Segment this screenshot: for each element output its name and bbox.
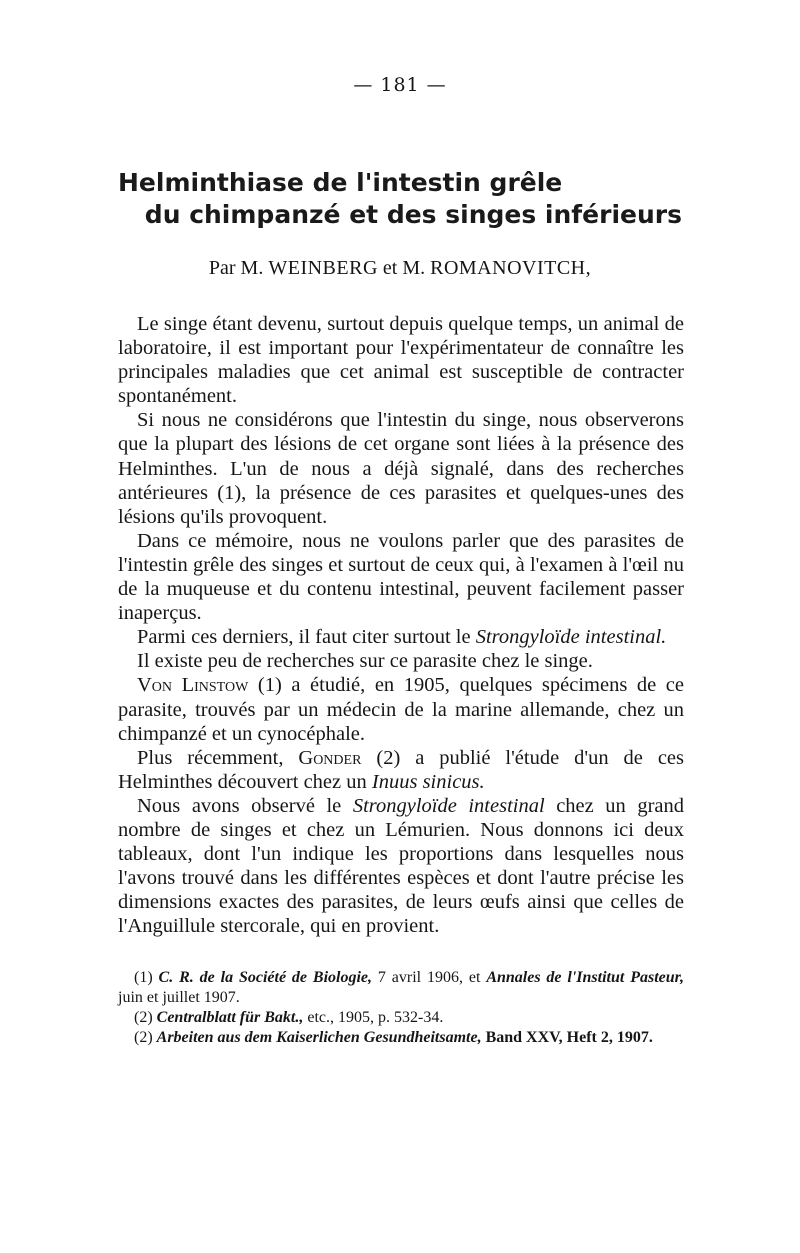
- footnote-3-number: (2): [134, 1029, 157, 1046]
- paragraph-1: Le singe étant devenu, surtout depuis quelque temps, un animal de laboratoire, il est important pour l'expérimentateur de connaître les principales maladies que cet animal est susceptible de contracter spontanément.: [118, 313, 684, 408]
- footnote-3-journal: Arbeiten aus dem Kaiserlichen Gesundheitsamte,: [156, 1029, 482, 1046]
- article-title-line-1: Helminthiase de l'intestin grêle: [118, 168, 563, 197]
- species-name-strongyloide: Strongyloïde intestinal: [352, 794, 545, 817]
- footnote-2-ref: etc., 1905, p. 532-34.: [303, 1009, 444, 1026]
- footnote-3: [118, 1028, 684, 1048]
- paragraph-8-text-b: chez un grand nombre de singes et chez un Lémurien. Nous donnons ici deux tableaux, dont l'un indique les proportions dans lesquelles nous l'avons trouvé dans les différentes espèces et dont l'autre précise les dimensions exactes des parasites, de leurs œufs ainsi que celles de l'Anguillule stercorale, qui en provient.: [118, 794, 684, 938]
- footnote-1-number: (1): [134, 969, 159, 986]
- byline: [0, 257, 800, 280]
- footnotes: [118, 968, 684, 1048]
- footnote-1-date-2: juin et juillet 1907.: [118, 989, 240, 1006]
- paragraph-7-text-b: (2) a publié l'étude d'un de ces Helminthes découvert chez un: [118, 746, 684, 793]
- byline-prefix: Par M.: [208, 257, 264, 279]
- footnote-1-journal-2: Annales de l'Institut Pasteur,: [486, 969, 685, 986]
- paragraph-7-text-a: Plus récemment,: [137, 746, 299, 769]
- paragraph-7: [118, 746, 684, 794]
- byline-conjunction: et M.: [382, 257, 426, 279]
- footnote-2: [118, 1008, 684, 1028]
- species-name-inuus: Inuus sinicus.: [371, 770, 485, 793]
- author-romanovitch: ROMANOVITCH,: [430, 257, 592, 279]
- paragraph-2: Si nous ne considérons que l'intestin du singe, nous observerons que la plupart des lésions de cet organe sont liées à la présence des Helminthes. L'un de nous a déjà signalé, dans des recherches antérieures (1), la présence de ces parasites et quelques-unes des lésions qu'ils provoquent.: [118, 409, 684, 528]
- footnote-2-journal: Centralblatt für Bakt.,: [156, 1009, 304, 1026]
- article-body: [118, 312, 684, 938]
- paragraph-6-text: (1) a étudié, en 1905, quelques spécimens de ce parasite, trouvés par un médecin de la marine allemande, chez un chimpanzé et un cynocéphale.: [118, 674, 684, 745]
- author-citation-gonder: Gonder: [298, 746, 362, 769]
- footnote-1-date: 7 avril 1906, et: [372, 969, 487, 986]
- article-title-line-2: du chimpanzé et des singes inférieurs: [144, 200, 682, 229]
- footnote-1: [118, 968, 684, 1008]
- paragraph-4: [118, 625, 684, 649]
- author-weinberg: WEINBERG: [268, 257, 378, 279]
- paragraph-3: Dans ce mémoire, nous ne voulons parler que des parasites de l'intestin grêle des singes et surtout de ceux qui, à l'examen à l'œil nu de la muqueuse et du contenu intestinal, peuvent facilement passer inaperçus.: [118, 529, 684, 625]
- paragraph-8-text-a: Nous avons observé le: [137, 794, 353, 817]
- paragraph-5: Il existe peu de recherches sur ce parasite chez le singe.: [137, 650, 593, 673]
- footnote-3-ref: Band XXV, Heft 2, 1907.: [481, 1029, 653, 1046]
- author-citation-von-linstow: Von Linstow: [137, 674, 249, 697]
- paragraph-8: [118, 794, 684, 939]
- paragraph-4-text: Parmi ces derniers, il faut citer surtout le: [137, 626, 476, 649]
- paragraph-6: [118, 673, 684, 745]
- page-number: — 181 —: [353, 74, 447, 96]
- species-name: Strongyloïde intestinal.: [475, 626, 667, 649]
- footnote-1-journal: C. R. de la Société de Biologie,: [158, 969, 373, 986]
- footnote-2-number: (2): [134, 1009, 157, 1026]
